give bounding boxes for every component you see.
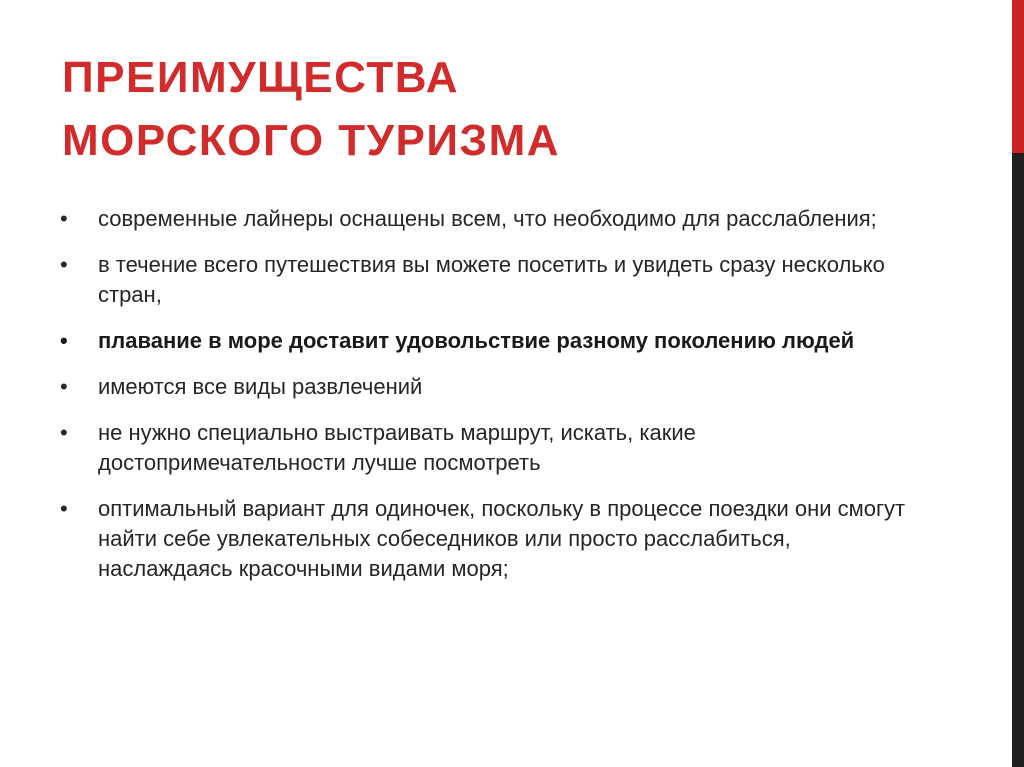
bullet-item xyxy=(60,204,920,234)
bullet-item xyxy=(60,494,920,584)
bullet-marker: • xyxy=(60,496,68,521)
bullet-item xyxy=(60,250,920,310)
bullet-marker: • xyxy=(60,206,68,231)
bullet-list xyxy=(60,204,920,600)
bullet-marker: • xyxy=(60,374,68,399)
bullet-text: современные лайнеры оснащены всем, что необходимо для расслабления; xyxy=(98,206,877,231)
accent-bar xyxy=(1012,0,1024,767)
accent-bar-red xyxy=(1012,0,1024,153)
bullet-text: плавание в море доставит удовольствие разному поколению людей xyxy=(98,328,855,353)
bullet-marker: • xyxy=(60,252,68,277)
bullet-item xyxy=(60,372,920,402)
bullet-text: в течение всего путешествия вы можете посетить и увидеть сразу несколько стран, xyxy=(98,252,885,307)
bullet-text: оптимальный вариант для одиночек, поскольку в процессе поездки они смогут найти себе увлекательных собеседников или просто расслабиться, наслаждаясь красочными видами моря; xyxy=(98,496,906,581)
bullet-marker: • xyxy=(60,328,68,353)
bullet-item xyxy=(60,326,920,356)
title-line-2: МОРСКОГО ТУРИЗМА xyxy=(62,116,561,165)
bullet-marker: • xyxy=(60,420,68,445)
slide-title xyxy=(62,46,942,172)
bullet-item xyxy=(60,418,920,478)
title-line-1: ПРЕИМУЩЕСТВА xyxy=(62,53,460,102)
bullet-text: не нужно специально выстраивать маршрут, искать, какие достопримечательности лучше посмотреть xyxy=(98,420,696,475)
accent-bar-dark xyxy=(1012,153,1024,767)
bullet-text: имеются все виды развлечений xyxy=(98,374,423,399)
